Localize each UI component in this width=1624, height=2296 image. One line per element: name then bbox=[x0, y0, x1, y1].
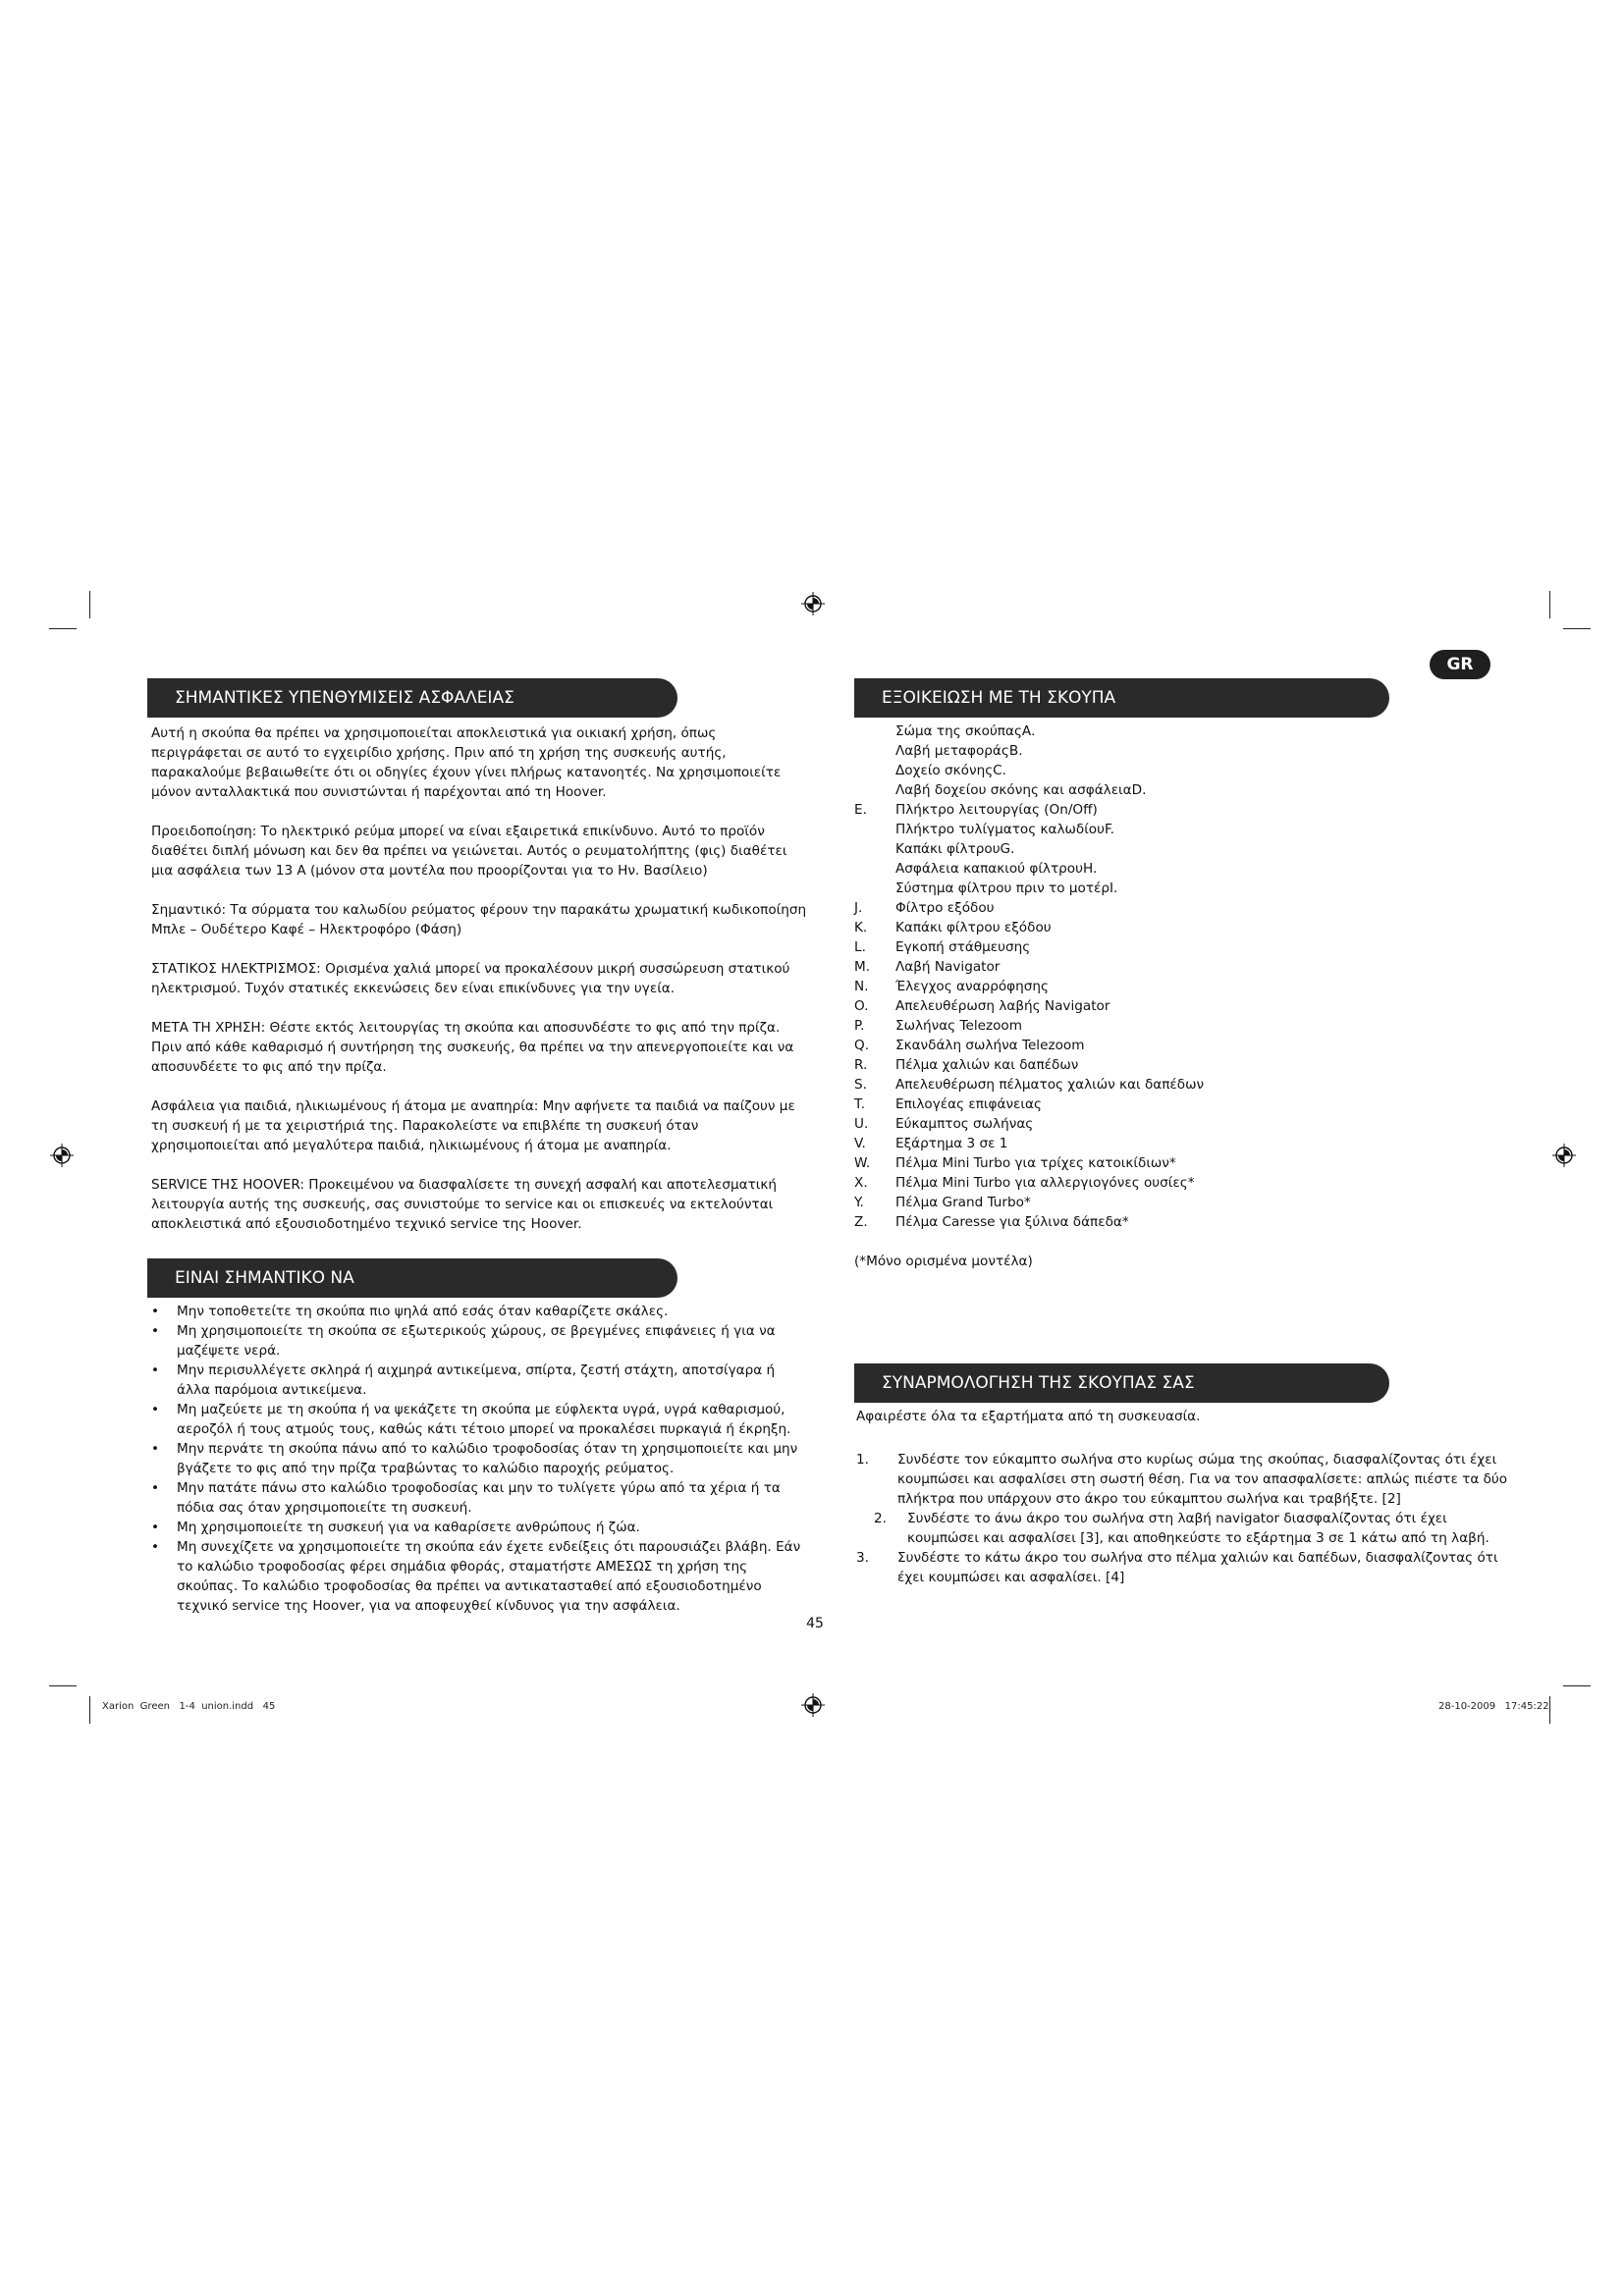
list-item bbox=[854, 1036, 1522, 1055]
part-key: M. bbox=[854, 959, 871, 975]
part-key: X. bbox=[854, 1175, 868, 1191]
list-item bbox=[854, 977, 1522, 996]
list-item bbox=[854, 1173, 1522, 1193]
part-key: Q. bbox=[854, 1038, 870, 1053]
familiarize-heading: ΕΞΟΙΚΕΙΩΣΗ ΜΕ ΤΗ ΣΚΟΥΠΑ bbox=[854, 678, 1389, 718]
part-label: Ασφάλεια καπακιού φίλτρουH. bbox=[895, 861, 1098, 877]
part-label: Εγκοπή στάθμευσης bbox=[895, 939, 1031, 955]
list-item bbox=[854, 957, 1522, 977]
part-label: Σύστημα φίλτρου πριν το μοτέρI. bbox=[895, 881, 1118, 896]
list-item bbox=[854, 898, 1522, 918]
part-label: Λαβή Navigator bbox=[895, 959, 1001, 975]
assembly-heading: ΣΥΝΑΡΜΟΛΟΓΗΣΗ ΤΗΣ ΣΚΟΥΠΑΣ ΣΑΣ bbox=[854, 1363, 1389, 1403]
part-label: Εύκαμπτος σωλήνας bbox=[895, 1116, 1034, 1132]
list-item: • Μη χρησιμοποιείτε τη σκούπα σε εξωτερικούς χώρους, σε βρεγμένες επιφάνειες ή για να μαζέψετε νερά. bbox=[151, 1321, 809, 1361]
list-item: • Μην τοποθετείτε τη σκούπα πιο ψηλά από εσάς όταν καθαρίζετε σκάλες. bbox=[151, 1302, 809, 1321]
part-key: K. bbox=[854, 920, 868, 935]
crop-mark bbox=[1563, 1685, 1591, 1686]
registration-mark-icon bbox=[50, 1144, 74, 1167]
list-item bbox=[854, 721, 1522, 741]
step-number: 1. bbox=[856, 1452, 869, 1468]
step-text: Συνδέστε το κάτω άκρο του σωλήνα στο πέλμα χαλιών και δαπέδων, διασφαλίζοντας ότι έχει κουμπώσει και ασφαλίσει. [4] bbox=[897, 1550, 1498, 1585]
part-label: Σώμα της σκούπαςA. bbox=[895, 723, 1036, 739]
crop-mark bbox=[1549, 1696, 1550, 1724]
part-label: Πλήκτρο λειτουργίας (On/Off) bbox=[895, 802, 1098, 818]
list-item bbox=[854, 1095, 1522, 1114]
part-label: Επιλογέας επιφάνειας bbox=[895, 1096, 1042, 1112]
list-item bbox=[854, 800, 1522, 820]
part-key: S. bbox=[854, 1077, 867, 1093]
part-key bbox=[854, 761, 895, 780]
safety-section bbox=[151, 723, 809, 1254]
list-item: • Μην περισυλλέγετε σκληρά ή αιχμηρά αντικείμενα, σπίρτα, ζεστή στάχτη, αποτσίγαρα ή άλλα παρόμοια αντικείμενα. bbox=[151, 1361, 809, 1400]
list-item: • Μη συνεχίζετε να χρησιμοποιείτε τη σκούπα εάν έχετε ενδείξεις ότι παρουσιάζει βλάβη. Εάν το καλώδιο τροφοδοσίας φέρει σημάδια φθοράς, σταματήστε ΑΜΕΣΩΣ τη χρήση της σκούπας. Το καλώδιο τροφοδοσίας θα πρέπει να αντικατασταθεί από εξουσιοδοτημένο τεχνικό service της Hoover, για να αποφευχθεί κίνδυνος για την ασφάλεια. bbox=[151, 1537, 809, 1616]
list-item bbox=[854, 839, 1522, 859]
step-number: 2. bbox=[874, 1511, 887, 1526]
list-item bbox=[854, 859, 1522, 879]
assembly-section bbox=[856, 1407, 1514, 1587]
part-label: Σκανδάλη σωλήνα Telezoom bbox=[895, 1038, 1085, 1053]
important-section bbox=[151, 1302, 809, 1616]
part-label: Πέλμα χαλιών και δαπέδων bbox=[895, 1057, 1079, 1073]
list-item bbox=[854, 1153, 1522, 1173]
part-key: O. bbox=[854, 998, 869, 1014]
part-label: Εξάρτημα 3 σε 1 bbox=[895, 1136, 1008, 1151]
list-item: • Μη μαζεύετε με τη σκούπα ή να ψεκάζετε τη σκούπα με εύφλεκτα υγρά, υγρά καθαρισμού, αεροζόλ ή τους ατμούς τους, καθώς κάτι τέτοιο μπορεί να προκαλέσει πυρκαγιά ή έκρηξη. bbox=[151, 1400, 809, 1439]
part-key bbox=[854, 820, 895, 839]
part-label: Καπάκι φίλτρου εξόδου bbox=[895, 920, 1052, 935]
part-label: Απελευθέρωση λαβής Navigator bbox=[895, 998, 1110, 1014]
crop-mark bbox=[1549, 591, 1550, 618]
list-item bbox=[856, 1450, 1514, 1509]
list-item bbox=[856, 1509, 1514, 1548]
safety-paragraph: Σημαντικό: Τα σύρματα του καλωδίου ρεύματος φέρουν την παρακάτω χρωματική κωδικοποίηση Μπλε – Ουδέτερο Καφέ – Ηλεκτροφόρο (Φάση) bbox=[151, 902, 807, 937]
part-key: V. bbox=[854, 1136, 866, 1151]
registration-mark-icon bbox=[801, 592, 825, 615]
list-item: • Μην πατάτε πάνω στο καλώδιο τροφοδοσίας και μην το τυλίγετε γύρω από τα χέρια ή τα πόδια σας όταν χρησιμοποιείτε τη συσκευή. bbox=[151, 1478, 809, 1518]
list-item bbox=[854, 761, 1522, 780]
list-item bbox=[854, 1016, 1522, 1036]
part-key: L. bbox=[854, 939, 866, 955]
list-item bbox=[854, 820, 1522, 839]
safety-paragraph: ΜΕΤΑ ΤΗ ΧΡΗΣΗ: Θέστε εκτός λειτουργίας τη σκούπα και αποσυνδέστε το φις από την πρίζα. Πριν από κάθε καθαρισμό ή συντήρηση της συσκευής, θα πρέπει να την απενεργοποιείτε και να αποσυνδέετε το φις από την πρίζα. bbox=[151, 1020, 794, 1075]
safety-paragraph: Προειδοποίηση: Το ηλεκτρικό ρεύμα μπορεί να είναι εξαιρετικά επικίνδυνο. Αυτό το προϊόν διαθέτει διπλή μόνωση και δεν θα πρέπει να γειώνεται. Αυτός ο ρευματολήπτης (φις) διαθέτει μια ασφάλεια των 13 A (μόνον στα μοντέλα που προορίζονται για το Ην. Βασίλειο) bbox=[151, 824, 787, 879]
assembly-steps bbox=[856, 1450, 1514, 1587]
part-key bbox=[854, 879, 895, 898]
list-item bbox=[854, 1193, 1522, 1212]
list-item bbox=[854, 1134, 1522, 1153]
part-key: Z. bbox=[854, 1214, 868, 1230]
part-label: Πέλμα Mini Turbo για αλλεργιογόνες ουσίες* bbox=[895, 1175, 1195, 1191]
part-key bbox=[854, 741, 895, 761]
part-key: N. bbox=[854, 979, 869, 994]
part-key: R. bbox=[854, 1057, 868, 1073]
list-item bbox=[854, 1114, 1522, 1134]
safety-paragraph: SERVICE ΤΗΣ HOOVER: Προκειμένου να διασφαλίσετε τη συνεχή ασφαλή και αποτελεσματική λειτουργία αυτής της συσκευής, σας συνιστούμε το service και οι επισκευές να εκτελούνται αποκλειστικά από εξουσιοδοτημένο τεχνικό service της Hoover. bbox=[151, 1177, 777, 1232]
part-key: U. bbox=[854, 1116, 869, 1132]
part-key bbox=[854, 839, 895, 859]
models-note: (*Μόνο ορισμένα μοντέλα) bbox=[854, 1254, 1033, 1269]
part-label: Φίλτρο εξόδου bbox=[895, 900, 995, 916]
part-label: Έλεγχος αναρρόφησης bbox=[895, 979, 1049, 994]
part-label: Σωλήνας Telezoom bbox=[895, 1018, 1022, 1034]
part-key: W. bbox=[854, 1155, 871, 1171]
safety-paragraph: Αυτή η σκούπα θα πρέπει να χρησιμοποιείται αποκλειστικά για οικιακή χρήση, όπως περιγράφεται σε αυτό το εγχειρίδιο χρήσης. Πριν από τη χρήση της συσκευής αυτής, παρακαλούμε βεβαιωθείτε ότι οι οδηγίες έχουν γίνει πλήρως κατανοητές. Να χρησιμοποιείτε μόνον ανταλλακτικά που συνιστώνται ή παρέχονται από τη Hoover. bbox=[151, 725, 782, 800]
step-text: Συνδέστε τον εύκαμπτο σωλήνα στο κυρίως σώμα της σκούπας, διασφαλίζοντας ότι έχει κουμπώσει και ασφαλίσει στη σωστή θέση. Για να τον απασφαλίσετε: απλώς πιέστε τα δύο πλήκτρα που υπάρχουν στο άκρο του εύκαμπτου σωλήνα και τραβήξτε. [2] bbox=[897, 1452, 1508, 1507]
slug-timestamp: 28-10-2009 17:45:22 bbox=[1438, 1701, 1549, 1712]
part-label: Λαβή δοχείου σκόνης και ασφάλειαD. bbox=[895, 782, 1147, 798]
important-list bbox=[151, 1302, 809, 1616]
crop-mark bbox=[49, 628, 77, 629]
assembly-intro: Αφαιρέστε όλα τα εξαρτήματα από τη συσκευασία. bbox=[856, 1409, 1201, 1424]
familiarize-section bbox=[854, 721, 1522, 1271]
list-item bbox=[854, 741, 1522, 761]
crop-mark bbox=[89, 591, 90, 618]
part-key: T. bbox=[854, 1096, 866, 1112]
part-key bbox=[854, 721, 895, 741]
part-key: Y. bbox=[854, 1195, 864, 1210]
safety-heading: ΣΗΜΑΝΤΙΚΕΣ ΥΠΕΝΘΥΜΙΣΕΙΣ ΑΣΦΑΛΕΙΑΣ bbox=[147, 678, 677, 718]
registration-mark-icon bbox=[1552, 1144, 1576, 1167]
safety-paragraph: ΣΤΑΤΙΚΟΣ ΗΛΕΚΤΡΙΣΜΟΣ: Ορισμένα χαλιά μπορεί να προκαλέσουν μικρή συσσώρευση στατικού ηλεκτρισμού. Τυχόν στατικές εκκενώσεις δεν είναι επικίνδυνες για την υγεία. bbox=[151, 961, 790, 996]
list-item: • Μην περνάτε τη σκούπα πάνω από το καλώδιο τροφοδοσίας όταν τη χρησιμοποιείτε και μην βγάζετε το φις από την πρίζα τραβώντας το καλώδιο παροχής ρεύματος. bbox=[151, 1439, 809, 1478]
list-item bbox=[854, 1055, 1522, 1075]
safety-paragraph: Ασφάλεια για παιδιά, ηλικιωμένους ή άτομα με αναπηρία: Μην αφήνετε τα παιδιά να παίζουν με τη συσκευή ή με τα χειριστήριά της. Παρακολείστε να επιβλέπε τη συσκευή όταν χρησιμοποιείται από μεγαλύτερα παιδιά, ηλικιωμένους ή άτομα με αναπηρία. bbox=[151, 1098, 795, 1153]
step-number: 3. bbox=[856, 1550, 869, 1566]
part-label: Απελευθέρωση πέλματος χαλιών και δαπέδων bbox=[895, 1077, 1205, 1093]
part-label: Λαβή μεταφοράςB. bbox=[895, 743, 1023, 759]
list-item bbox=[854, 879, 1522, 898]
slug-file: Xarion Green 1-4 union.indd 45 bbox=[102, 1701, 276, 1712]
list-item bbox=[856, 1548, 1514, 1587]
list-item bbox=[854, 937, 1522, 957]
part-key: J. bbox=[854, 900, 863, 916]
important-heading: ΕΙΝΑΙ ΣΗΜΑΝΤΙΚΟ ΝΑ bbox=[147, 1258, 677, 1298]
part-label: Πέλμα Mini Turbo για τρίχες κατοικίδιων* bbox=[895, 1155, 1176, 1171]
step-text: Συνδέστε το άνω άκρο του σωλήνα στη λαβή navigator διασφαλίζοντας ότι έχει κουμπώσει και ασφαλίσει [3], και αποθηκεύστε το εξάρτημα 3 σε 1 κάτω από τη λαβή. bbox=[907, 1511, 1489, 1546]
crop-mark bbox=[49, 1685, 77, 1686]
parts-list bbox=[854, 721, 1522, 1232]
part-label: Πέλμα Caresse για ξύλινα δάπεδα* bbox=[895, 1214, 1129, 1230]
part-key: P. bbox=[854, 1018, 865, 1034]
list-item bbox=[854, 1075, 1522, 1095]
part-label: Πλήκτρο τυλίγματος καλωδίουF. bbox=[895, 822, 1114, 837]
crop-mark bbox=[89, 1696, 90, 1724]
part-key bbox=[854, 780, 895, 800]
list-item: • Μη χρησιμοποιείτε τη συσκευή για να καθαρίσετε ανθρώπους ή ζώα. bbox=[151, 1518, 809, 1537]
part-key: E. bbox=[854, 802, 867, 818]
registration-mark-icon bbox=[801, 1693, 825, 1717]
list-item bbox=[854, 1212, 1522, 1232]
list-item bbox=[854, 918, 1522, 937]
crop-mark bbox=[1563, 628, 1591, 629]
list-item bbox=[854, 996, 1522, 1016]
language-tab: GR bbox=[1430, 650, 1490, 679]
part-label: Δοχείο σκόνηςC. bbox=[895, 763, 1006, 778]
page-number: 45 bbox=[806, 1616, 824, 1631]
part-label: Καπάκι φίλτρουG. bbox=[895, 841, 1015, 857]
list-item bbox=[854, 780, 1522, 800]
part-key bbox=[854, 859, 895, 879]
part-label: Πέλμα Grand Turbo* bbox=[895, 1195, 1031, 1210]
